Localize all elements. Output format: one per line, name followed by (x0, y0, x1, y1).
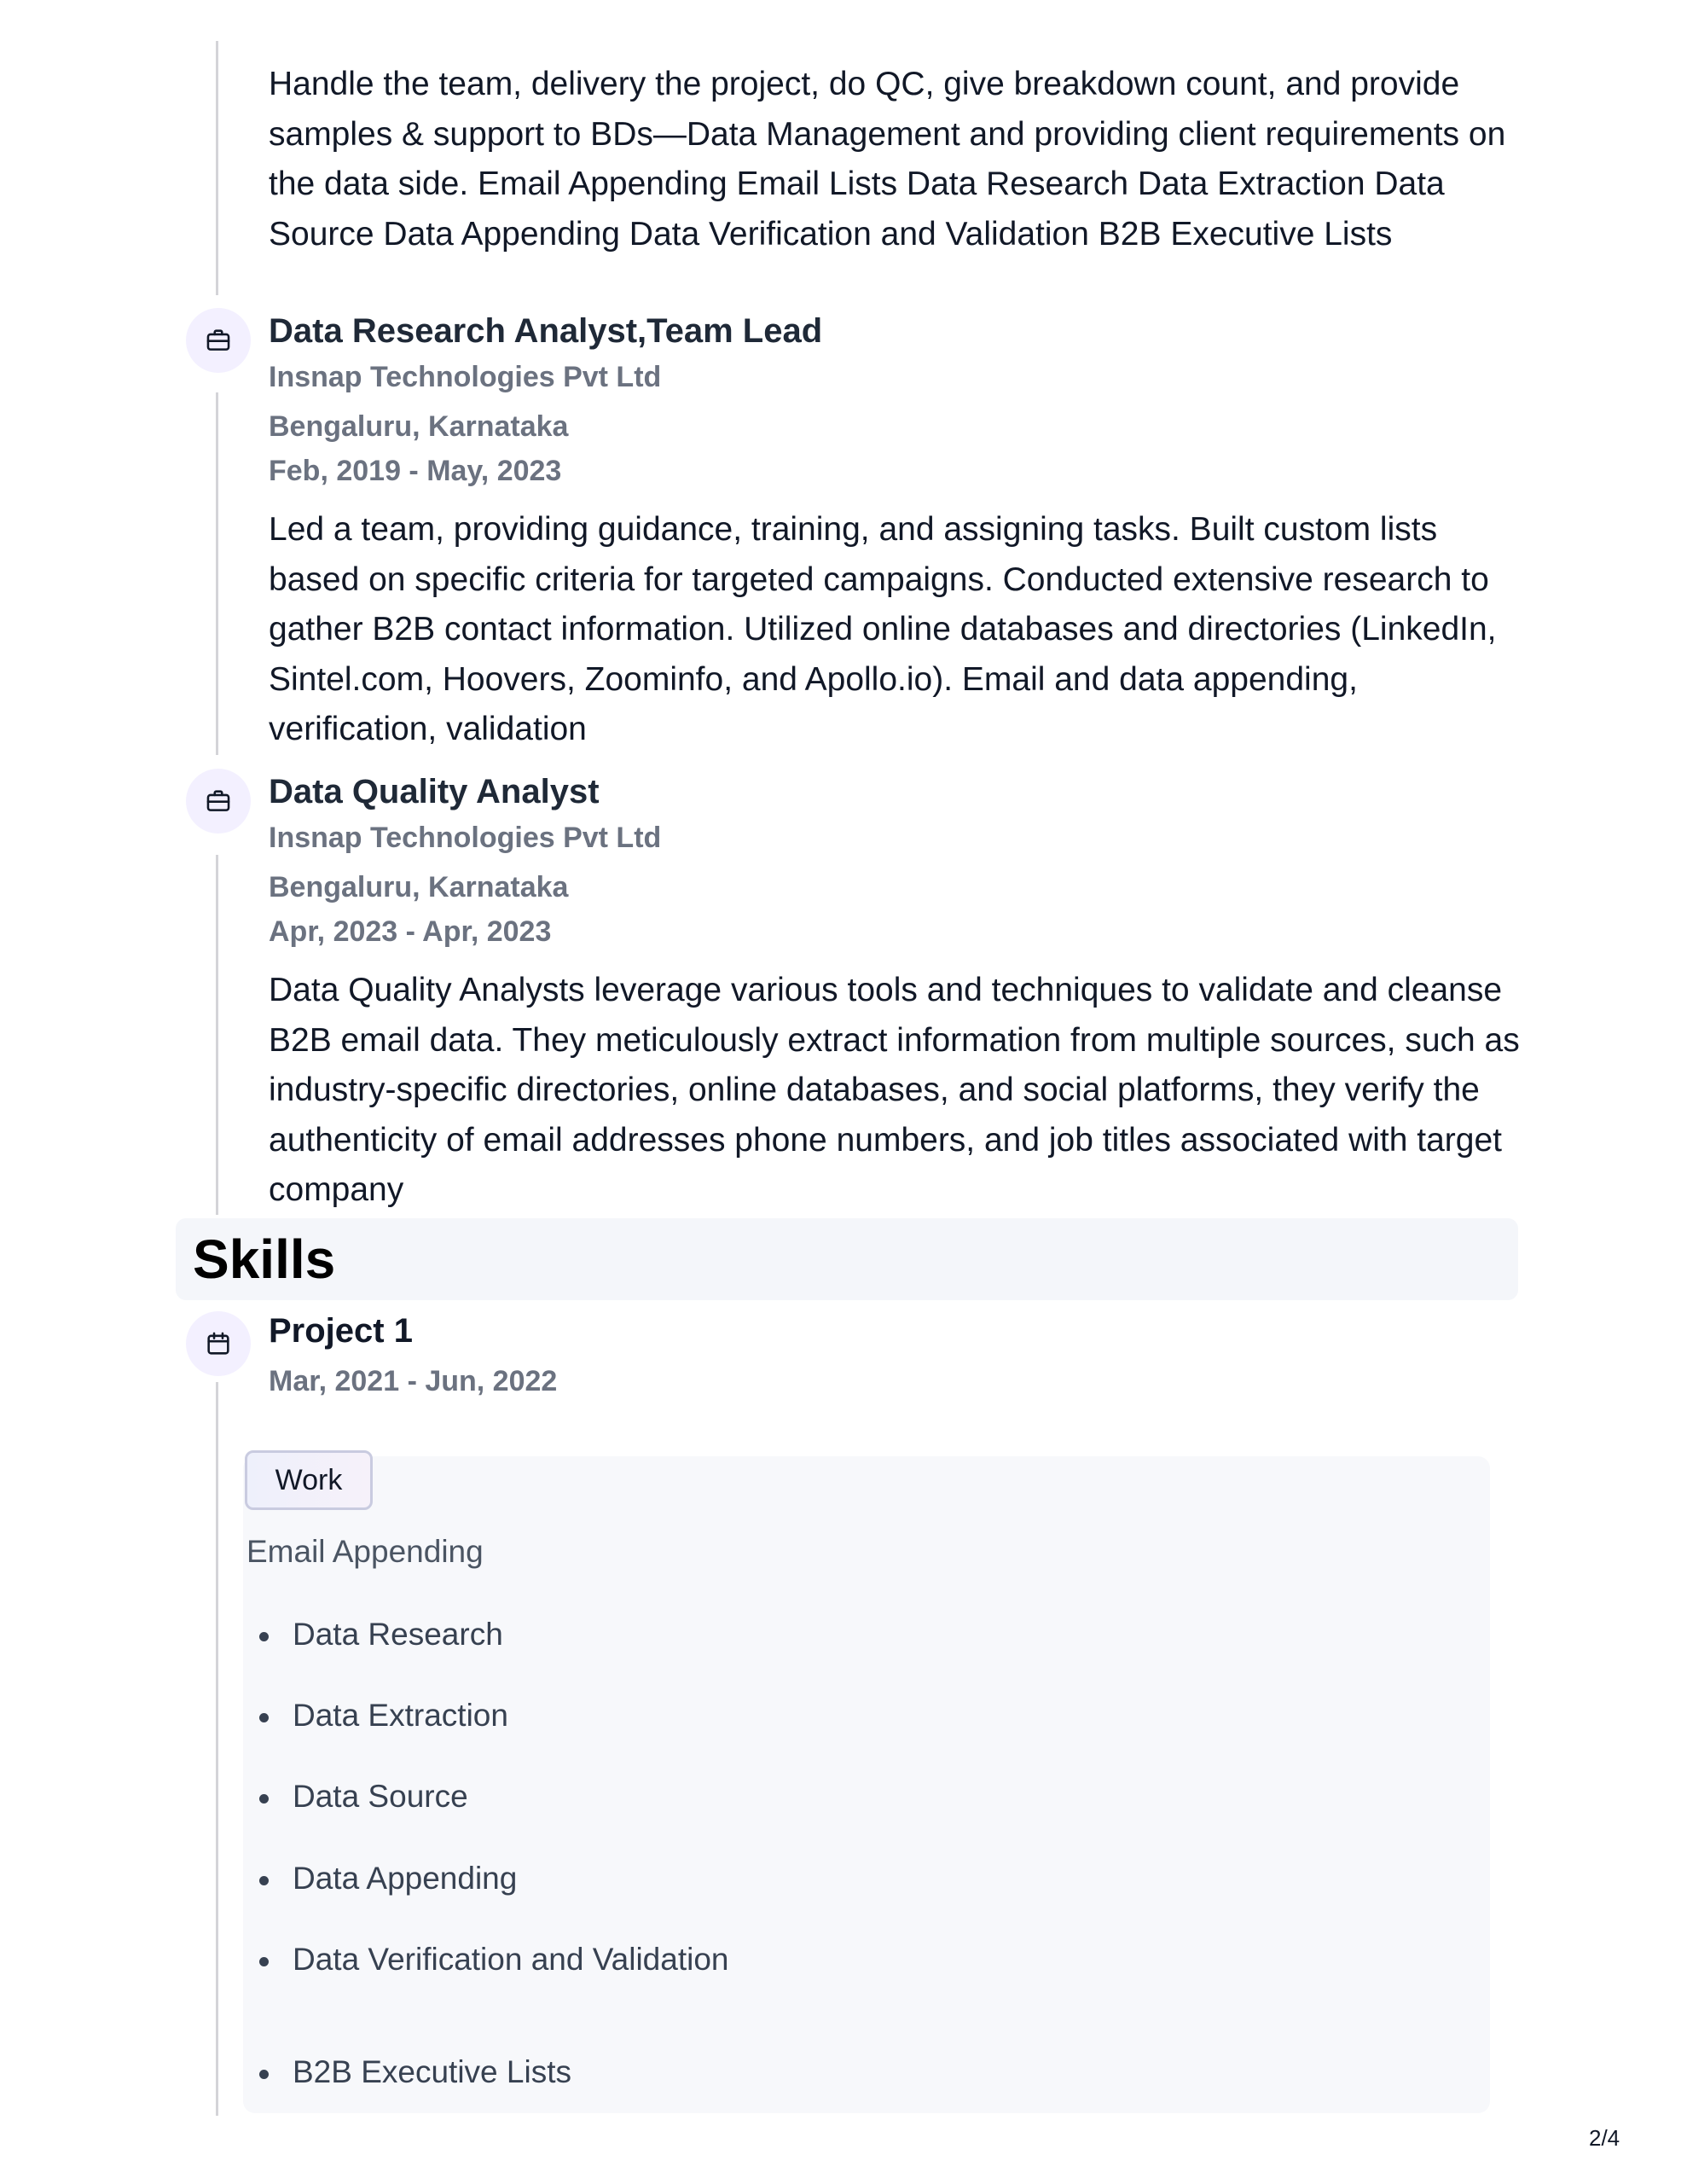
job-title: Data Research Analyst,Team Lead (269, 312, 823, 350)
project-tag: Work (245, 1450, 373, 1510)
list-item: Data Source (293, 1779, 468, 1814)
job-location: Bengaluru, Karnataka (269, 410, 569, 443)
calendar-icon (186, 1311, 251, 1376)
company-name: Insnap Technologies Pvt Ltd (269, 361, 662, 393)
job-dates: Apr, 2023 - Apr, 2023 (269, 915, 552, 948)
timeline-line (216, 855, 218, 1215)
skills-header-bar (176, 1218, 1518, 1300)
job-description: Led a team, providing guidance, training, and assigning tasks. Built custom lists based on specific criteria for targeted campaigns. Conducted extensive research to gather B2B contact information. Utilized online databases and directories (LinkedIn, Sintel.com, Hoovers, Zoominfo, and Apollo.io). Email and data appending, verification, validation (269, 511, 1497, 747)
briefcase-icon (186, 308, 251, 373)
company-name: Insnap Technologies Pvt Ltd (269, 822, 662, 854)
job-description: Data Quality Analysts leverage various tools and techniques to validate and cleanse B2B email data. They meticulously extract information from multiple sources, such as industry-specific directories, online databases, and social platforms, they verify the authenticity of email addresses phone numbers, and job titles associated with target company (269, 972, 1520, 1208)
job-dates: Feb, 2019 - May, 2023 (269, 455, 562, 487)
page-number: 2/4 (1589, 2125, 1620, 2151)
list-item: Data Research (293, 1617, 503, 1652)
project-subtitle: Email Appending (246, 1534, 484, 1569)
job-title: Data Quality Analyst (269, 773, 600, 810)
experience-description: Handle the team, delivery the project, do QC, give breakdown count, and provide samples & support to BDs—Data Management and providing client requirements on the data side. Email Appending Email Lists Data Research Data Extraction Data Source Data Appending Data Verification and Validation B2B Executive Lists (269, 66, 1506, 253)
job-location: Bengaluru, Karnataka (269, 871, 569, 903)
list-item: Data Verification and Validation (293, 1942, 729, 1977)
list-item: Data Extraction (293, 1698, 508, 1733)
timeline-line (216, 1382, 218, 2116)
list-item: Data Appending (293, 1861, 518, 1896)
timeline-line (216, 41, 218, 295)
list-item: B2B Executive Lists (293, 2054, 571, 2089)
project-title: Project 1 (269, 1312, 413, 1350)
section-heading: Skills (193, 1228, 336, 1290)
project-dates: Mar, 2021 - Jun, 2022 (269, 1365, 558, 1397)
briefcase-icon (186, 769, 251, 834)
timeline-line (216, 392, 218, 755)
